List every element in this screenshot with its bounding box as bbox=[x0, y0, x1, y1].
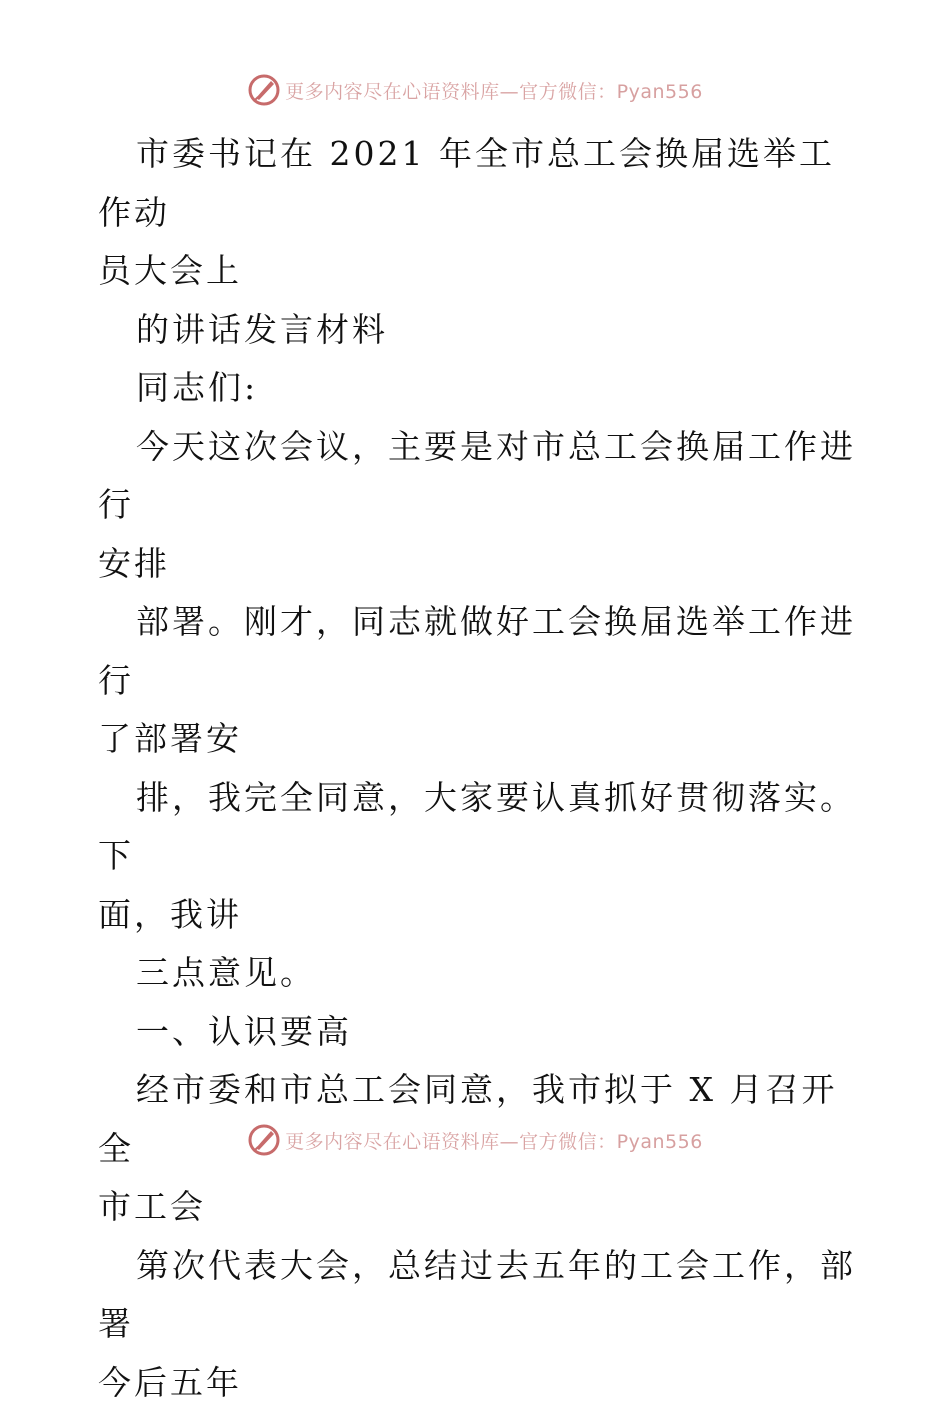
watermark-text: 更多内容尽在心语资料库—官方微信：Pyan556 bbox=[285, 77, 703, 104]
watermark-text: 更多内容尽在心语资料库—官方微信：Pyan556 bbox=[285, 1127, 703, 1154]
body-paragraph: 排，我完全同意，大家要认真抓好贯彻落实。下 面，我讲 bbox=[98, 769, 858, 945]
document-subtitle: 的讲话发言材料 bbox=[98, 301, 858, 360]
section-heading: 一、认识要高 bbox=[98, 1003, 858, 1062]
body-paragraph: 部署。刚才，同志就做好工会换届选举工作进行 了部署安 bbox=[98, 593, 858, 769]
salutation: 同志们: bbox=[98, 359, 858, 418]
quill-pen-circle-icon bbox=[247, 73, 281, 107]
watermark-wechat-id: Pyan556 bbox=[617, 81, 703, 103]
footer-watermark bbox=[0, 1120, 950, 1160]
watermark-wechat-id: Pyan556 bbox=[617, 1131, 703, 1153]
document-title: 市委书记在 2021 年全市总工会换届选举工作动 员大会上 bbox=[98, 125, 858, 301]
body-paragraph: 第次代表大会，总结过去五年的工会工作，部署 今后五年 bbox=[98, 1237, 858, 1412]
quill-pen-circle-icon bbox=[247, 1123, 281, 1157]
watermark-group bbox=[247, 1123, 703, 1157]
body-paragraph: 经市委和市总工会同意，我市拟于 X 月召开全 市工会 bbox=[98, 1061, 858, 1237]
body-paragraph: 今天这次会议，主要是对市总工会换届工作进行 安排 bbox=[98, 418, 858, 594]
watermark-group bbox=[247, 73, 703, 107]
header-watermark bbox=[0, 70, 950, 110]
document-body bbox=[98, 125, 858, 1412]
body-paragraph: 三点意见。 bbox=[98, 944, 858, 1003]
